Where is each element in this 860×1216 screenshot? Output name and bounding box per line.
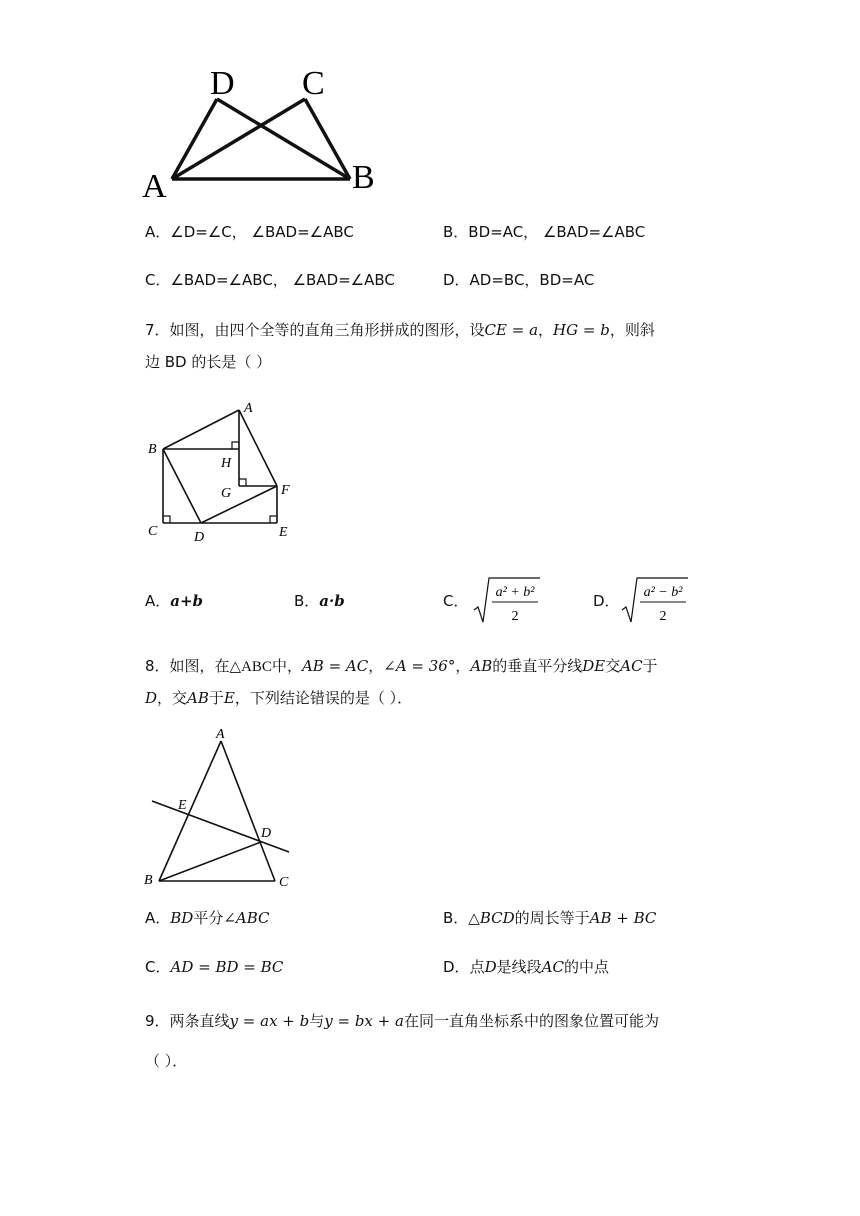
q9-expr-line-1: y = ax + b: [229, 1012, 310, 1030]
q7-option-c-prefix: C．: [443, 592, 469, 610]
q7-option-b-prefix: B．: [294, 592, 320, 610]
q8-label-a: A: [216, 727, 225, 742]
q7-label-h: H: [221, 456, 232, 471]
q7-label-f: F: [281, 483, 290, 498]
q8-option-c: [145, 957, 283, 977]
q8-text-7: 于: [642, 657, 658, 675]
q6-label-d: D: [210, 65, 235, 102]
q9-expr-line-2: y = bx + a: [324, 1012, 404, 1030]
q7-segment-fd: [201, 486, 277, 523]
q8-figure: [140, 725, 300, 895]
q8-option-d-text-3: 的中点: [563, 958, 609, 976]
q7-right-angle-e: [270, 516, 277, 523]
q9-text-2: 与: [309, 1012, 325, 1030]
q9-stem-line2: （ ）．: [145, 1052, 188, 1070]
q8-text-5: 的垂直平分线: [492, 657, 583, 675]
q9-text-3: 在同一直角坐标系中的图象位置可能为: [403, 1012, 659, 1030]
q6-option-d: D．AD=BC，BD=AC: [443, 271, 595, 289]
q8-expr-ab-ac: AB = AC: [301, 657, 369, 675]
q7-ce-expr: CE = a: [484, 321, 539, 339]
q7-option-b: [294, 591, 345, 611]
q7-figure: [140, 395, 300, 545]
q8-option-d-text-2: 是线段: [496, 958, 542, 976]
q7-label-g: G: [221, 486, 232, 501]
q8-text-2: 中，: [271, 657, 302, 675]
q7-option-c-denominator: 2: [511, 609, 519, 624]
q8-label-d: D: [261, 826, 272, 841]
q7-segment-af: [239, 410, 277, 486]
q7-hg-expr: HG = b: [553, 321, 610, 339]
q7-option-d-sqrt: [620, 574, 690, 626]
q8-expr-angle-a: ∠A = 36°: [383, 657, 456, 675]
q7-stem-line1: [145, 320, 655, 340]
q6-option-c: C．∠BAD=∠ABC， ∠BAD=∠ABC: [145, 271, 395, 289]
q8-expr-de: DE: [582, 657, 606, 675]
q8-expr-ac: AC: [620, 657, 643, 675]
q8-option-a: [145, 908, 270, 928]
q7-stem-line2: 边 BD 的长是（ ）: [145, 353, 272, 371]
q8-text-1: 8．如图，在: [145, 657, 230, 675]
q7-label-e: E: [279, 525, 288, 540]
q7-sep: ，: [538, 321, 554, 339]
q7-segment-bd: [163, 449, 201, 523]
q9-stem-line1: [145, 1011, 659, 1031]
q8-option-a-prefix: A．: [145, 909, 171, 927]
q8-option-b: [443, 908, 656, 928]
q8-option-b-sum: AB + BC: [589, 909, 657, 927]
q7-right-angle-h: [232, 442, 239, 449]
q7-label-b: B: [148, 442, 157, 457]
q8-option-a-angle: ∠ABC: [223, 909, 270, 927]
q7-option-d-denominator: 2: [659, 609, 667, 624]
q8-option-b-text: 的周长等于: [514, 909, 590, 927]
q8-text-4: ，: [455, 657, 471, 675]
q7-option-b-expr: a·b: [319, 592, 345, 610]
q8-option-c-prefix: C．: [145, 958, 171, 976]
q7-option-a: [145, 591, 203, 611]
q8-option-d-segment: AC: [541, 958, 564, 976]
q7-label-a: A: [244, 401, 253, 416]
q8-expr-e: E: [223, 689, 235, 707]
q8-expr-d: D: [145, 689, 158, 707]
q8-expr-ab: AB: [470, 657, 493, 675]
q7-option-c-sqrt: [472, 574, 542, 626]
q8-label-e: E: [178, 798, 187, 813]
q8-text-9: 于: [208, 689, 224, 707]
q8-text-3: ，: [368, 657, 384, 675]
q8-text-10: ，下列结论错误的是（ ）．: [234, 689, 413, 707]
q6-label-a: A: [142, 168, 167, 202]
q7-label-d: D: [194, 530, 205, 545]
q8-stem-line1: [145, 656, 658, 677]
q7-right-angle-c: [163, 516, 170, 523]
q6-figure: [140, 62, 380, 202]
q8-stem-line2: [145, 688, 412, 708]
q6-option-a: A．∠D=∠C， ∠BAD=∠ABC: [145, 223, 354, 241]
q8-option-b-prefix: B．: [443, 909, 469, 927]
q7-option-d-numerator: a² − b²: [643, 585, 683, 600]
q7-option-a-prefix: A．: [145, 592, 171, 610]
q7-option-d-prefix: D．: [593, 592, 620, 610]
q8-text-8: ，交: [157, 689, 188, 707]
q7-stem-text: 7．如图，由四个全等的直角三角形拼成的图形，设: [145, 321, 485, 339]
q8-option-d-prefix: D．: [443, 958, 470, 976]
q8-option-a-bd: BD: [170, 909, 194, 927]
q6-label-c: C: [302, 65, 325, 102]
q7-option-c-numerator: a² + b²: [495, 585, 535, 600]
q7-right-angle-g: [239, 479, 246, 486]
q6-label-b: B: [352, 159, 375, 196]
q7-option-a-expr: a+b: [170, 592, 204, 610]
q8-option-b-triangle: △BCD: [468, 909, 515, 927]
q8-text-6: 交: [605, 657, 621, 675]
q8-option-a-text: 平分: [193, 909, 224, 927]
q7-stem-end: ，则斜: [609, 321, 655, 339]
q7-segment-ba: [163, 410, 239, 449]
q8-option-d: [443, 957, 609, 977]
q8-label-c: C: [279, 875, 289, 890]
q8-triangle-abc: △ABC: [229, 659, 272, 675]
q8-expr-ab-2: AB: [187, 689, 209, 707]
q6-option-b: B．BD=AC， ∠BAD=∠ABC: [443, 223, 646, 241]
q8-option-d-text-1: 点: [469, 958, 485, 976]
q8-segment-ac: [221, 741, 275, 881]
q8-option-c-expr: AD = BD = BC: [170, 958, 284, 976]
q7-label-c: C: [148, 524, 158, 539]
q8-label-b: B: [144, 873, 153, 888]
q9-text-1: 9．两条直线: [145, 1012, 230, 1030]
q8-option-d-point: D: [484, 958, 497, 976]
